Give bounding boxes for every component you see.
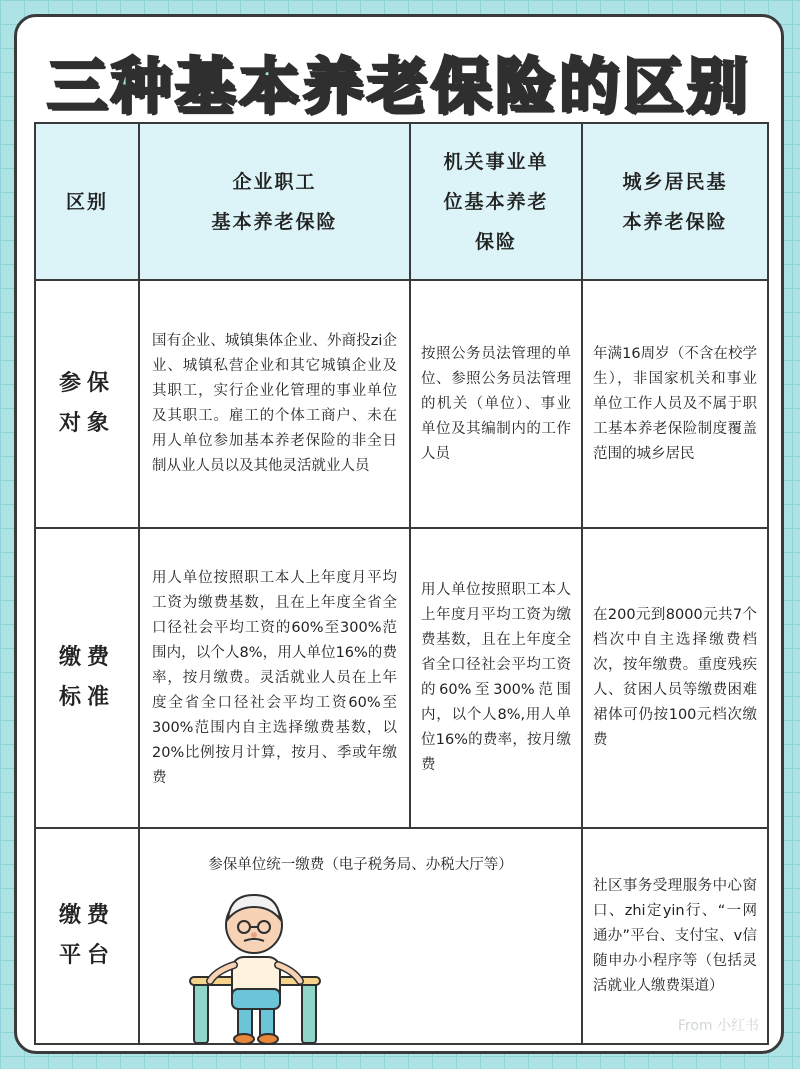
header-institution-line1: 机关事业单 — [443, 150, 549, 173]
cell-coverage-institution: 按照公务员法管理的单位、参照公务员法管理的机关（单位）、事业单位及其编制内的工作人员 — [410, 280, 582, 528]
cell-platform-resident: 社区事务受理服务中心窗口、zhi定yin行、“一网通办”平台、支付宝、v信随申办小程序等（包括灵活就业人缴费渠道） — [582, 828, 768, 1044]
header-resident-line2: 本养老保险 — [622, 210, 728, 233]
table-row-coverage — [35, 280, 768, 528]
row-label-coverage — [35, 280, 139, 528]
cell-coverage-enterprise: 国有企业、城镇集体企业、外商投zi企业、城镇私营企业和其它城镇企业及其职工，实行企业化管理的事业单位及其职工。雇工的个体工商户、未在用人单位参加基本养老保险的非全日制从业人员以及其他灵活就业人员 — [139, 280, 410, 528]
platform-text: 参保单位统一缴费（电子税务局、办税大厅等） — [208, 857, 513, 873]
row-label-standard — [35, 528, 139, 828]
header-enterprise-line1: 企业职工 — [232, 170, 317, 193]
watermark: From 小红书 — [677, 1018, 759, 1034]
header-category-label: 区别 — [65, 190, 108, 213]
row-label-platform — [35, 828, 139, 1044]
header-resident — [582, 123, 768, 280]
header-enterprise-line2: 基本养老保险 — [211, 210, 338, 233]
row-label-line1: 缴费 — [58, 903, 115, 928]
cell-platform-merged — [139, 828, 582, 1044]
elderly-man-walker-illustration — [170, 885, 350, 1045]
header-enterprise — [139, 123, 410, 280]
row-label-line1: 缴费 — [58, 645, 115, 670]
cell-standard-institution: 用人单位按照职工本人上年度月平均工资为缴费基数，且在上年度全省全口径社会平均工资的60%至300%范围内，以个人8%,用人单位16%的费率，按月缴费 — [410, 528, 582, 828]
header-institution-line3: 保险 — [474, 230, 517, 253]
page-title: 三种基本养老保险的区别 — [47, 52, 751, 122]
table-row-standard — [35, 528, 768, 828]
cell-coverage-resident: 年满16周岁（不含在校学生），非国家机关和事业单位工作人员及不属于职工基本养老保险制度覆盖范围的城乡居民 — [582, 280, 768, 528]
header-category — [35, 123, 139, 280]
comparison-table — [34, 122, 769, 1045]
row-label-line2: 平台 — [58, 943, 115, 968]
header-institution — [410, 123, 582, 280]
row-label-line1: 参保 — [58, 371, 115, 396]
header-row — [35, 123, 768, 280]
row-label-line2: 标准 — [58, 685, 115, 710]
infographic-card — [14, 14, 784, 1054]
cell-standard-enterprise: 用人单位按照职工本人上年度月平均工资为缴费基数，且在上年度全省全口径社会平均工资的60%至300%范围内，以个人8%，用人单位16%的费率，按月缴费。灵活就业人员在上年度全省全口径社会平均工资60%至300%范围内自主选择缴费基数，以20%比例按月计算，按月、季或年缴费 — [139, 528, 410, 828]
table-row-platform — [35, 828, 768, 1044]
cell-standard-resident: 在200元到8000元共7个档次中自主选择缴费档次，按年缴费。重度残疾人、贫困人员等缴费困难裙体可仍按100元档次缴费 — [582, 528, 768, 828]
header-resident-line1: 城乡居民基 — [622, 170, 728, 193]
header-institution-line2: 位基本养老 — [443, 190, 549, 213]
row-label-line2: 对象 — [58, 411, 115, 436]
